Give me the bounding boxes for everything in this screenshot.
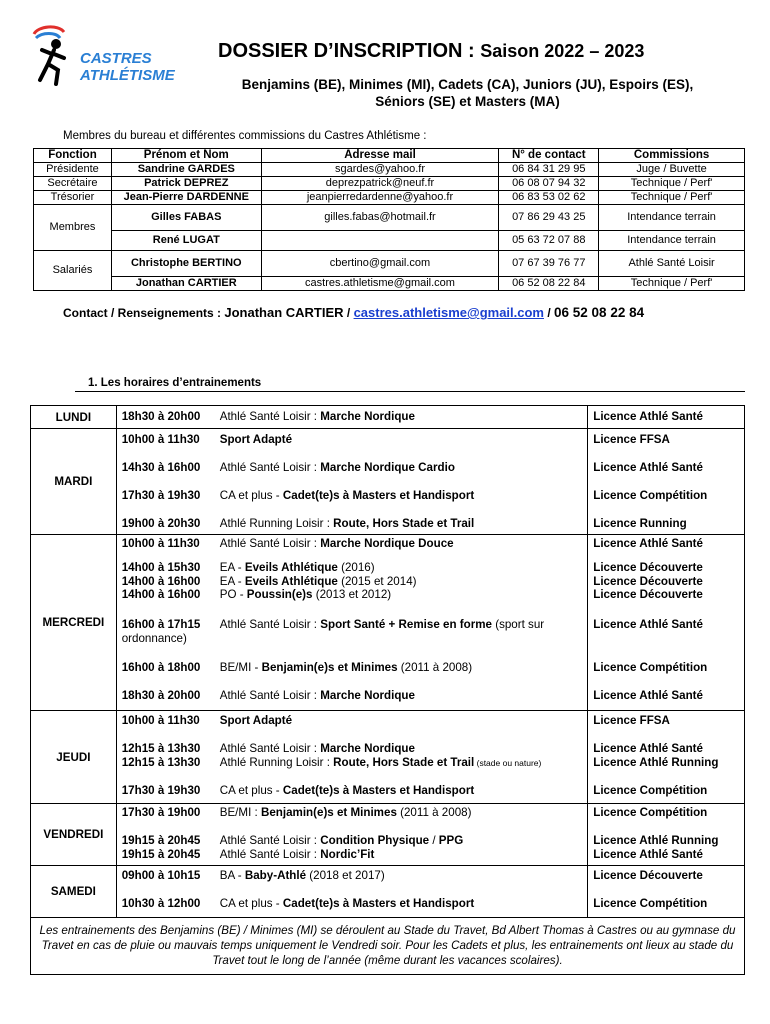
activity-line xyxy=(122,433,583,461)
licence-type: Licence Découverte xyxy=(593,574,703,588)
activity-category: EA - xyxy=(219,561,245,574)
activity-time: 10h00 à 11h30 xyxy=(121,537,200,550)
page-subtitle xyxy=(190,76,745,110)
activity-name: Sport Adapté xyxy=(219,433,293,446)
activity-line xyxy=(122,742,583,756)
activity-line xyxy=(122,806,583,834)
board-email[interactable]: deprezpatrick@neuf.fr xyxy=(261,177,499,191)
activity-time: 10h30 à 12h00 xyxy=(121,897,201,910)
licence-cell xyxy=(588,866,745,918)
activity-name: Benjamin(e)s et Minimes xyxy=(261,660,398,674)
board-header-cell: Prénom et Nom xyxy=(111,149,261,163)
logo-wordmark xyxy=(80,50,175,84)
activity-line xyxy=(122,461,583,489)
schedule-day-row xyxy=(31,535,745,711)
licence-cell xyxy=(588,406,745,429)
activity-category: BE/MI - xyxy=(219,660,262,674)
board-email[interactable]: gilles.fabas@hotmail.fr xyxy=(261,205,499,231)
contact-label: Contact / Renseignements : xyxy=(63,306,225,320)
activity-years: (2018 et 2017) xyxy=(306,869,385,882)
contact-line xyxy=(63,305,644,320)
board-header-cell: Fonction xyxy=(34,149,112,163)
board-fonction: Trésorier xyxy=(34,191,112,205)
activity-line xyxy=(122,714,583,742)
day-label: SAMEDI xyxy=(31,866,117,918)
activity-name: Cadet(te)s à Masters et Handisport xyxy=(282,897,475,910)
activities-cell xyxy=(116,866,588,918)
board-header-cell: Adresse mail xyxy=(261,149,499,163)
schedule-day-row xyxy=(31,406,745,429)
board-row xyxy=(34,177,745,191)
schedule-day-row xyxy=(31,866,745,918)
licence-type: Licence Découverte xyxy=(593,588,703,601)
activity-category: Athlé Santé Loisir : xyxy=(219,618,321,631)
licence-cell xyxy=(588,535,745,711)
subtitle-line-2: Séniors (SE) et Masters (MA) xyxy=(375,94,560,109)
licence-type: Licence Compétition xyxy=(593,783,708,797)
activity-name: Baby-Athlé xyxy=(244,869,307,882)
activity-time: 17h30 à 19h30 xyxy=(121,489,201,502)
activity-category: BE/MI : xyxy=(219,806,261,819)
licence-type: Licence Athlé Santé xyxy=(593,537,703,550)
activity-category: CA et plus - xyxy=(219,897,283,910)
contact-email-link[interactable]: castres.athletisme@gmail.com xyxy=(353,305,544,320)
board-fonction: Membres xyxy=(34,205,112,251)
activity-name: Route, Hors Stade et Trail xyxy=(333,755,475,769)
licence-type: Licence Athlé Santé xyxy=(593,410,703,423)
activities-cell xyxy=(116,711,588,804)
board-table xyxy=(33,148,745,291)
activity-category: CA et plus - xyxy=(219,489,283,502)
activity-name: Condition Physique xyxy=(320,834,430,847)
activity-line xyxy=(122,848,583,862)
title-main: DOSSIER D’INSCRIPTION : xyxy=(218,40,481,62)
activity-name: Route, Hors Stade et Trail xyxy=(333,517,475,530)
board-member-name: Gilles FABAS xyxy=(111,205,261,231)
activity-line xyxy=(122,575,583,589)
board-commission: Technique / Perf' xyxy=(599,277,745,291)
board-member-name: Patrick DEPREZ xyxy=(111,177,261,191)
activity-years: (2016) xyxy=(337,561,375,574)
activity-category: PO - xyxy=(219,588,247,601)
activity-name: Sport Santé + Remise en forme xyxy=(320,618,492,631)
activities-cell xyxy=(116,406,588,429)
board-member-name: Jean-Pierre DARDENNE xyxy=(111,191,261,205)
day-label: MARDI xyxy=(31,429,117,535)
activity-name: Cadet(te)s à Masters et Handisport xyxy=(282,783,475,797)
footer-note: Les entrainements des Benjamins (BE) / Minimes (MI) se déroulent au Stade du Travet, Bd Albert Thomas à Castres ou au gymnase du Travet en cas de pluie ou mauvais temps uniquement le Vendredi soir. Pour les Cadets et plus, les entrainements ont lieux au stade du Travet tout le long de l’année (même durant les vacances scolaires). xyxy=(30,917,745,975)
activity-time: 14h00 à 16h00 xyxy=(121,574,201,588)
board-intro: Membres du bureau et différentes commissions du Castres Athlétisme : xyxy=(63,130,427,142)
board-email[interactable]: castres.athletisme@gmail.com xyxy=(261,277,499,291)
board-header-cell: Commissions xyxy=(599,149,745,163)
licence-type: Licence Running xyxy=(593,517,687,530)
licence-type: Licence Athlé Running xyxy=(593,834,719,847)
activity-name: Marche Nordique Cardio xyxy=(320,461,455,474)
board-member-name: René LUGAT xyxy=(111,231,261,251)
schedule-table xyxy=(30,405,745,918)
board-phone: 06 08 07 94 32 xyxy=(499,177,599,191)
activity-name: Marche Nordique xyxy=(320,410,415,423)
board-email[interactable]: cbertino@gmail.com xyxy=(261,251,499,277)
board-member-name: Christophe BERTINO xyxy=(111,251,261,277)
activities-cell xyxy=(116,429,588,535)
activity-note: (sport sur xyxy=(491,618,545,631)
section-title: 1. Les horaires d’entrainements xyxy=(88,377,262,389)
activity-line-continuation: ordonnance) xyxy=(121,631,187,645)
board-fonction: Présidente xyxy=(34,163,112,177)
activity-name: Marche Nordique xyxy=(320,688,415,702)
board-member-name: Jonathan CARTIER xyxy=(111,277,261,291)
activity-time: 16h00 à 18h00 xyxy=(121,660,201,674)
activity-time: 19h15 à 20h45 xyxy=(121,834,201,847)
board-email[interactable]: sgardes@yahoo.fr xyxy=(261,163,499,177)
activity-time: 09h00 à 10h15 xyxy=(121,869,201,882)
activity-name: Poussin(e)s xyxy=(246,588,313,601)
board-member-name: Sandrine GARDES xyxy=(111,163,261,177)
activities-cell xyxy=(116,804,588,866)
activity-category: Athlé Santé Loisir : xyxy=(219,847,321,861)
activity-name: Eveils Athlétique xyxy=(244,574,338,588)
activity-time: 18h30 à 20h00 xyxy=(121,410,201,423)
board-row xyxy=(34,163,745,177)
activity-category: CA et plus - xyxy=(219,783,283,797)
activity-years: (2013 et 2012) xyxy=(312,588,392,601)
activity-separator: / xyxy=(429,834,439,847)
licence-cell xyxy=(588,711,745,804)
board-phone: 06 83 53 02 62 xyxy=(499,191,599,205)
activity-years: (2015 et 2014) xyxy=(337,574,417,588)
activity-time: 19h00 à 20h30 xyxy=(121,517,201,530)
activity-line xyxy=(122,517,583,531)
activity-line xyxy=(122,618,583,632)
activity-years: (2011 à 2008) xyxy=(396,806,472,819)
licence-type: Licence Athlé Santé xyxy=(593,689,703,702)
activity-category: Athlé Santé Loisir : xyxy=(219,537,321,550)
activity-line xyxy=(122,537,583,561)
board-commission: Athlé Santé Loisir xyxy=(599,251,745,277)
day-label: MERCREDI xyxy=(31,535,117,711)
licence-cell xyxy=(588,429,745,535)
board-email xyxy=(261,231,499,251)
licence-type: Licence Athlé Santé xyxy=(593,618,703,631)
activity-time: 14h00 à 16h00 xyxy=(121,588,201,601)
athlete-logo-icon xyxy=(30,24,78,88)
activity-time: 12h15 à 13h30 xyxy=(121,755,201,769)
board-header-row xyxy=(34,149,745,163)
activity-name: Sport Adapté xyxy=(219,714,293,727)
activity-line xyxy=(122,834,583,848)
licence-type: Licence Athlé Running xyxy=(593,755,719,769)
schedule-day-row xyxy=(31,804,745,866)
day-label: JEUDI xyxy=(31,711,117,804)
board-row xyxy=(34,191,745,205)
activity-time: 17h30 à 19h30 xyxy=(121,783,201,797)
board-row xyxy=(34,205,745,231)
activity-line xyxy=(122,489,583,517)
page-title xyxy=(218,40,644,63)
logo-line-1: CASTRES xyxy=(80,50,152,67)
licence-type: Licence Compétition xyxy=(593,661,708,674)
activity-name: Nordic’Fit xyxy=(320,847,375,861)
activity-time: 10h00 à 11h30 xyxy=(121,433,200,446)
activity-category: Athlé Santé Loisir : xyxy=(219,461,321,474)
schedule-day-row xyxy=(31,711,745,804)
board-commission: Intendance terrain xyxy=(599,231,745,251)
activity-line xyxy=(122,410,583,424)
activity-time: 16h00 à 17h15 xyxy=(121,618,201,631)
board-phone: 05 63 72 07 88 xyxy=(499,231,599,251)
subtitle-line-1: Benjamins (BE), Minimes (MI), Cadets (CA), Juniors (JU), Espoirs (ES), xyxy=(241,77,694,92)
activity-line xyxy=(122,689,583,703)
activity-time: 17h30 à 19h00 xyxy=(121,806,201,819)
board-commission: Juge / Buvette xyxy=(599,163,745,177)
activity-time: 18h30 à 20h00 xyxy=(121,688,201,702)
activity-name: Benjamin(e)s et Minimes xyxy=(260,806,397,819)
activity-line xyxy=(122,784,583,798)
activity-line xyxy=(122,869,583,897)
activity-category: Athlé Santé Loisir : xyxy=(219,742,321,755)
contact-separator: / xyxy=(544,306,555,320)
licence-type: Licence FFSA xyxy=(593,433,670,446)
activity-line xyxy=(122,897,583,911)
activity-line xyxy=(122,561,583,575)
board-email[interactable]: jeanpierredardenne@yahoo.fr xyxy=(261,191,499,205)
activities-cell xyxy=(116,535,588,711)
activity-name: Marche Nordique xyxy=(320,742,415,755)
licence-cell xyxy=(588,804,745,866)
activity-note: (stade ou nature) xyxy=(474,757,542,768)
board-row xyxy=(34,231,745,251)
activity-time: 10h00 à 11h30 xyxy=(121,714,200,727)
board-phone: 07 86 29 43 25 xyxy=(499,205,599,231)
board-commission: Technique / Perf' xyxy=(599,191,745,205)
board-row xyxy=(34,277,745,291)
activity-name: Eveils Athlétique xyxy=(244,561,338,574)
contact-separator: / xyxy=(343,306,354,320)
contact-name: Jonathan CARTIER xyxy=(224,305,344,320)
licence-type: Licence Compétition xyxy=(593,806,708,819)
club-logo xyxy=(30,24,180,94)
licence-type: Licence FFSA xyxy=(593,714,670,727)
schedule-day-row xyxy=(31,429,745,535)
day-label: VENDREDI xyxy=(31,804,117,866)
board-phone: 07 67 39 76 77 xyxy=(499,251,599,277)
activity-name: PPG xyxy=(438,834,464,847)
licence-type: Licence Athlé Santé xyxy=(593,742,703,755)
contact-phone: 06 52 08 22 84 xyxy=(554,305,645,320)
licence-type: Licence Athlé Santé xyxy=(593,461,703,474)
activity-time: 14h00 à 15h30 xyxy=(121,561,201,574)
board-phone: 06 84 31 29 95 xyxy=(499,163,599,177)
activity-time: 19h15 à 20h45 xyxy=(121,847,201,861)
board-fonction: Salariés xyxy=(34,251,112,291)
activity-time: 12h15 à 13h30 xyxy=(121,742,201,755)
activity-category: Athlé Santé Loisir : xyxy=(219,410,321,423)
day-label: LUNDI xyxy=(31,406,117,429)
activity-name: Marche Nordique Douce xyxy=(320,537,454,550)
activity-category: Athlé Running Loisir : xyxy=(219,755,334,769)
title-season: Saison 2022 – 2023 xyxy=(480,41,645,61)
activity-category: BA - xyxy=(219,869,245,882)
activity-line xyxy=(122,588,583,618)
activity-category: Athlé Santé Loisir : xyxy=(219,688,321,702)
board-phone: 06 52 08 22 84 xyxy=(499,277,599,291)
activity-name: Cadet(te)s à Masters et Handisport xyxy=(282,489,475,502)
activity-line xyxy=(122,756,583,784)
licence-type: Licence Découverte xyxy=(593,869,703,882)
board-header-cell: N° de contact xyxy=(499,149,599,163)
activity-category: Athlé Santé Loisir : xyxy=(219,834,321,847)
activity-category: Athlé Running Loisir : xyxy=(219,517,334,530)
board-fonction: Secrétaire xyxy=(34,177,112,191)
board-row xyxy=(34,251,745,277)
activity-time: 14h30 à 16h00 xyxy=(121,461,201,474)
logo-line-2: ATHLÉTISME xyxy=(80,67,175,84)
licence-type: Licence Compétition xyxy=(593,897,708,910)
activity-line xyxy=(122,661,583,689)
licence-type: Licence Athlé Santé xyxy=(593,847,703,861)
board-commission: Intendance terrain xyxy=(599,205,745,231)
board-commission: Technique / Perf' xyxy=(599,177,745,191)
activity-category: EA - xyxy=(219,574,245,588)
licence-type: Licence Compétition xyxy=(593,489,708,502)
licence-type: Licence Découverte xyxy=(593,561,703,574)
section-divider xyxy=(75,391,745,392)
activity-years: (2011 à 2008) xyxy=(397,660,473,674)
